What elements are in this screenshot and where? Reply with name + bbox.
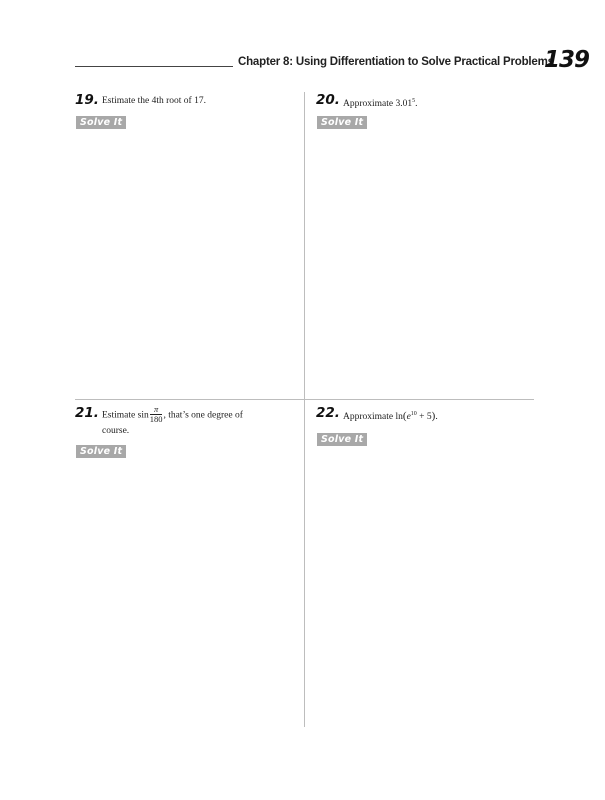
fraction xyxy=(150,405,163,424)
page-number: 139 xyxy=(544,47,590,73)
solve-it-badge: Solve It xyxy=(76,445,126,458)
problem-22 xyxy=(316,405,531,450)
problem-text-suffix: , that’s one degree of xyxy=(163,410,243,421)
problem-number: 20. xyxy=(316,92,340,108)
problem-21 xyxy=(75,405,297,465)
header-rule xyxy=(75,66,233,67)
problem-text-prefix: Estimate sin xyxy=(102,410,149,421)
vertical-divider xyxy=(304,92,305,727)
problem-text-end: . xyxy=(415,99,418,109)
problem-number: 22. xyxy=(316,405,340,421)
problem-text: Estimate the 4th root of 17. xyxy=(102,96,206,106)
solve-it-badge: Solve It xyxy=(76,116,126,129)
horizontal-divider xyxy=(75,399,534,400)
solve-it-badge: Solve It xyxy=(317,433,367,446)
exponent: 5 xyxy=(412,98,416,104)
fraction-denominator: 180 xyxy=(149,414,163,424)
problem-text-middle: + 5 xyxy=(416,412,432,422)
problem-text xyxy=(102,406,243,437)
problem-text-suffix: . xyxy=(435,412,438,422)
problem-text xyxy=(343,408,438,423)
problem-text-line2: course. xyxy=(102,426,130,436)
chapter-title: Chapter 8: Using Differentiation to Solve Practical Problems xyxy=(238,56,554,68)
exponent: 10 xyxy=(410,411,417,417)
problem-text-prefix: Approximate ln xyxy=(343,412,403,422)
problem-number: 21. xyxy=(75,405,99,421)
base-e: e xyxy=(406,412,411,422)
fraction-numerator: π xyxy=(150,405,163,415)
problem-number: 19. xyxy=(75,92,99,108)
close-paren: ) xyxy=(431,410,436,422)
solve-it-badge: Solve It xyxy=(317,116,367,129)
problem-text xyxy=(343,95,418,110)
problem-20 xyxy=(316,92,531,132)
problem-text-main: Approximate 3.01 xyxy=(343,99,413,109)
problem-19 xyxy=(75,92,295,132)
open-paren: ( xyxy=(402,410,407,422)
